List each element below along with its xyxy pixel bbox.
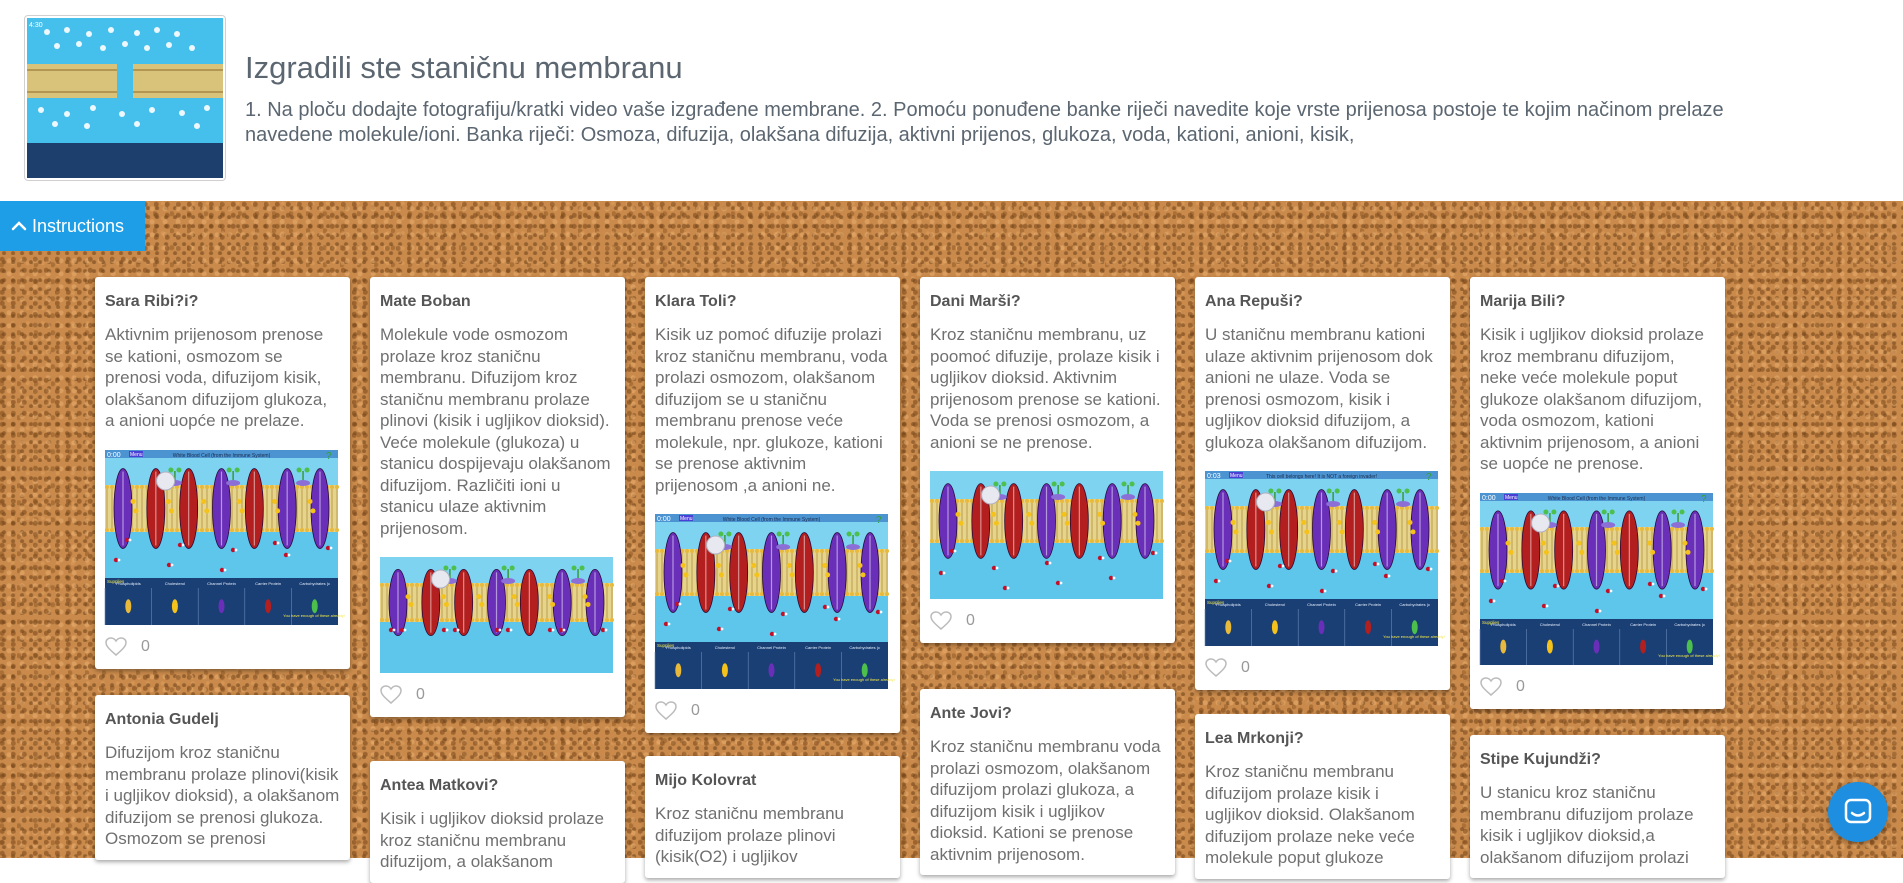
svg-text:Carbohydrates (c: Carbohydrates (c bbox=[1399, 602, 1431, 607]
svg-text:White Blood Cell (from the Imm: White Blood Cell (from the Immune System) bbox=[722, 517, 821, 523]
svg-text:Phospholipids: Phospholipids bbox=[665, 645, 691, 650]
post-card[interactable] bbox=[645, 277, 900, 733]
svg-text:Carrier Protein: Carrier Protein bbox=[805, 645, 832, 650]
instructions-label: Instructions bbox=[32, 215, 125, 236]
svg-text:Phospholipids: Phospholipids bbox=[1215, 602, 1241, 607]
heart-icon[interactable] bbox=[105, 637, 127, 657]
post-body: Kisik i ugljikov dioksid prolaze kroz staničnu membranu difuzijom, a olakšanom bbox=[380, 809, 604, 871]
post-author: Dani Marši? bbox=[930, 293, 1021, 310]
svg-text:0:00: 0:00 bbox=[107, 451, 121, 459]
svg-text:Channel Protein: Channel Protein bbox=[1582, 621, 1611, 627]
like-bar bbox=[105, 635, 340, 659]
board-header bbox=[0, 0, 1903, 201]
chat-support-button[interactable] bbox=[1828, 782, 1888, 842]
svg-text:Carbohydrates (c: Carbohydrates (c bbox=[299, 580, 331, 586]
post-body: Kroz staničnu membranu, uz poomoć difuzije, prolaze kisik i ugljikov dioksid. Aktivnim prijenosom prenose se kationi. Voda se prenosi osmozom, a anioni se ne prenose. bbox=[930, 325, 1161, 452]
header-thumbnail[interactable] bbox=[24, 15, 226, 181]
instructions-toggle-button[interactable] bbox=[0, 201, 145, 251]
like-bar bbox=[1480, 675, 1715, 699]
svg-text:?: ? bbox=[326, 450, 332, 462]
post-card[interactable] bbox=[1470, 735, 1725, 878]
post-card[interactable] bbox=[1470, 277, 1725, 709]
svg-text:This cell belongs here! It is: This cell belongs here! It is NOT a foreign invader! bbox=[1265, 474, 1378, 480]
svg-text:Menu: Menu bbox=[680, 516, 693, 522]
post-author: Antea Matkovi? bbox=[380, 777, 499, 794]
heart-icon[interactable] bbox=[930, 611, 952, 631]
post-image[interactable] bbox=[930, 471, 1163, 599]
post-card[interactable] bbox=[370, 277, 625, 717]
svg-text:Cholesterol: Cholesterol bbox=[714, 645, 736, 650]
svg-text:Phospholipids: Phospholipids bbox=[1490, 621, 1516, 627]
post-card[interactable] bbox=[1195, 277, 1450, 690]
svg-text:You have enough of these alrea: You have enough of these already! bbox=[1658, 652, 1720, 658]
svg-text:Menu: Menu bbox=[1505, 494, 1518, 501]
svg-text:Supplies: Supplies bbox=[657, 643, 675, 648]
post-author: Marija Bili? bbox=[1480, 293, 1566, 310]
post-image[interactable] bbox=[655, 514, 895, 689]
post-author: Ana Repuši? bbox=[1205, 293, 1303, 310]
svg-text:Carrier Protein: Carrier Protein bbox=[1355, 602, 1382, 607]
post-card[interactable] bbox=[920, 689, 1175, 875]
post-author: Stipe Kujundži? bbox=[1480, 751, 1601, 768]
post-body: Kroz staničnu membranu difuzijom prolaze plinovi (kisik(O2) i ugljikov bbox=[655, 804, 844, 866]
thumbnail-time: 4:30 bbox=[29, 22, 43, 29]
like-bar bbox=[380, 683, 615, 707]
svg-text:You have enough of these alrea: You have enough of these already! bbox=[833, 677, 895, 682]
post-card[interactable] bbox=[95, 695, 350, 860]
like-count: 0 bbox=[141, 637, 150, 655]
page-description: 1. Na ploču dodajte fotografiju/kratki video vaše izgrađene membrane. 2. Pomoću ponuđene banke riječi navedite koje vrste prijenosa postoje te kojim načinom prelaze navedene molekule/ioni. Banka riječi: Osmoza, difuzija, olakšana difuzija, aktivni prijenos, glukoza, voda, kationi, anioni, kisik, bbox=[245, 99, 1724, 146]
post-body: Molekule vode osmozom prolaze kroz staničnu membranu. Difuzijom kroz staničnu membranu prolaze plinovi (kisik i ugljikov dioksid). Veće molekule (glukoza) u stanicu dospijevaju olakšanom difuzijom. Različiti ioni u stanicu ulaze aktivnim prijenosom. bbox=[380, 325, 611, 538]
like-count: 0 bbox=[691, 702, 700, 719]
svg-text:?: ? bbox=[876, 515, 882, 526]
post-image[interactable] bbox=[380, 557, 613, 673]
post-body: Kisik i ugljikov dioksid prolaze kroz membranu difuzijom, neke veće molekule poput glukoze olakšanom difuzijom, voda osmozom, kationi aktivnim prijenosom, a anioni se uopće ne prenose. bbox=[1480, 325, 1704, 473]
like-bar bbox=[930, 609, 1165, 633]
svg-text:Supplies: Supplies bbox=[1482, 619, 1500, 625]
svg-text:White Blood Cell (from the Imm: White Blood Cell (from the Immune System) bbox=[1547, 495, 1646, 502]
like-count: 0 bbox=[1516, 677, 1525, 695]
post-body: Kroz staničnu membranu voda prolazi osmozom, olakšanom difuzijom prolazi glukoza, a difuzijom kisik i ugljikov dioksid. Kationi se prenose aktivnim prijenosom. bbox=[930, 737, 1161, 864]
post-author: Sara Ribi?i? bbox=[105, 293, 199, 310]
svg-text:Supplies: Supplies bbox=[1207, 600, 1225, 605]
svg-text:You have enough of these alrea: You have enough of these already! bbox=[283, 612, 345, 618]
post-image[interactable] bbox=[105, 450, 345, 625]
svg-text:Carrier Protein: Carrier Protein bbox=[1630, 621, 1657, 627]
svg-text:Menu: Menu bbox=[1230, 473, 1243, 479]
heart-icon[interactable] bbox=[380, 685, 402, 705]
chat-icon bbox=[1843, 797, 1873, 827]
post-card[interactable] bbox=[920, 277, 1175, 643]
svg-text:?: ? bbox=[1426, 472, 1432, 483]
svg-text:White Blood Cell (from the Imm: White Blood Cell (from the Immune System) bbox=[172, 452, 271, 459]
post-body: Difuzijom kroz staničnu membranu prolaze plinovi(kisik i ugljikov dioksid), a olakšanom difuzijom se prenosi glukoza. Osmozom se prenosi bbox=[105, 743, 340, 848]
svg-text:?: ? bbox=[1701, 493, 1707, 505]
post-card[interactable] bbox=[645, 756, 900, 878]
post-card[interactable] bbox=[370, 761, 625, 883]
post-body: Kisik uz pomoć difuzije prolazi kroz staničnu membranu, voda prolazi osmozom, olakšanom difuzijom se u staničnu membranu prenose veće molekule, npr. glukoze, kationi se prenose aktivnim prijenosom ,a anioni ne. bbox=[655, 325, 888, 495]
post-card[interactable] bbox=[95, 277, 350, 669]
like-count: 0 bbox=[966, 612, 975, 629]
svg-text:Cholesterol: Cholesterol bbox=[1264, 602, 1286, 607]
chevron-up-icon bbox=[12, 219, 26, 233]
cork-board bbox=[0, 201, 1903, 871]
svg-text:Phospholipids: Phospholipids bbox=[115, 580, 141, 586]
post-card[interactable] bbox=[1195, 714, 1450, 879]
svg-text:Supplies: Supplies bbox=[107, 578, 125, 584]
post-author: Mate Boban bbox=[380, 293, 471, 310]
svg-text:0:00: 0:00 bbox=[1482, 494, 1496, 502]
post-body: U stanicu kroz staničnu membranu difuzijom prolaze kisik i ugljikov dioksid,a olakšanom difuzijom prolazi bbox=[1480, 783, 1694, 867]
heart-icon[interactable] bbox=[1480, 677, 1502, 697]
svg-text:Channel Protein: Channel Protein bbox=[757, 645, 786, 650]
like-bar bbox=[1205, 656, 1440, 680]
svg-text:0:00: 0:00 bbox=[657, 516, 671, 523]
svg-text:Cholesterol: Cholesterol bbox=[1539, 621, 1561, 627]
post-author: Ante Jovi? bbox=[930, 705, 1012, 722]
page-title: Izgradili ste staničnu membranu bbox=[245, 50, 683, 85]
like-bar bbox=[655, 699, 890, 723]
post-author: Antonia Gudelj bbox=[105, 711, 219, 728]
svg-text:Cholesterol: Cholesterol bbox=[164, 580, 186, 586]
membrane-thumbnail-image bbox=[27, 18, 223, 178]
heart-icon[interactable] bbox=[1205, 658, 1227, 678]
post-author: Klara Toli? bbox=[655, 293, 737, 310]
svg-text:You have enough of these alrea: You have enough of these already! bbox=[1383, 634, 1445, 639]
post-author: Lea Mrkonji? bbox=[1205, 730, 1304, 747]
post-body: Kroz staničnu membranu difuzijom prolaze kisik i ugljikov dioksid. Olakšanom difuzijom prolaze neke veće molekule poput glukoze bbox=[1205, 762, 1415, 867]
svg-text:Channel Protein: Channel Protein bbox=[207, 580, 236, 586]
post-image[interactable] bbox=[1205, 471, 1445, 646]
post-image[interactable] bbox=[1480, 493, 1720, 665]
like-count: 0 bbox=[1241, 659, 1250, 676]
svg-text:Carbohydrates (c: Carbohydrates (c bbox=[1674, 621, 1706, 627]
svg-text:Channel Protein: Channel Protein bbox=[1307, 602, 1336, 607]
post-body: U staničnu membranu kationi ulaze aktivnim prijenosom dok anioni ne ulaze. Voda se prenosi osmozom, kisik i ugljikov dioksid difuzijom, a glukoza olakšanom difuzijom. bbox=[1205, 325, 1433, 452]
post-author: Mijo Kolovrat bbox=[655, 772, 757, 789]
svg-text:Carbohydrates (c: Carbohydrates (c bbox=[849, 645, 881, 650]
post-body: Aktivnim prijenosom prenose se kationi, osmozom se prenosi voda, difuzijom kisik, olakšanom difuzijom glukoza, a anioni uopće ne prelaze. bbox=[105, 325, 328, 430]
heart-icon[interactable] bbox=[655, 701, 677, 721]
like-count: 0 bbox=[416, 686, 425, 703]
svg-text:Carrier Protein: Carrier Protein bbox=[255, 580, 282, 586]
svg-text:0:03: 0:03 bbox=[1207, 473, 1221, 480]
svg-text:Menu: Menu bbox=[130, 451, 143, 458]
